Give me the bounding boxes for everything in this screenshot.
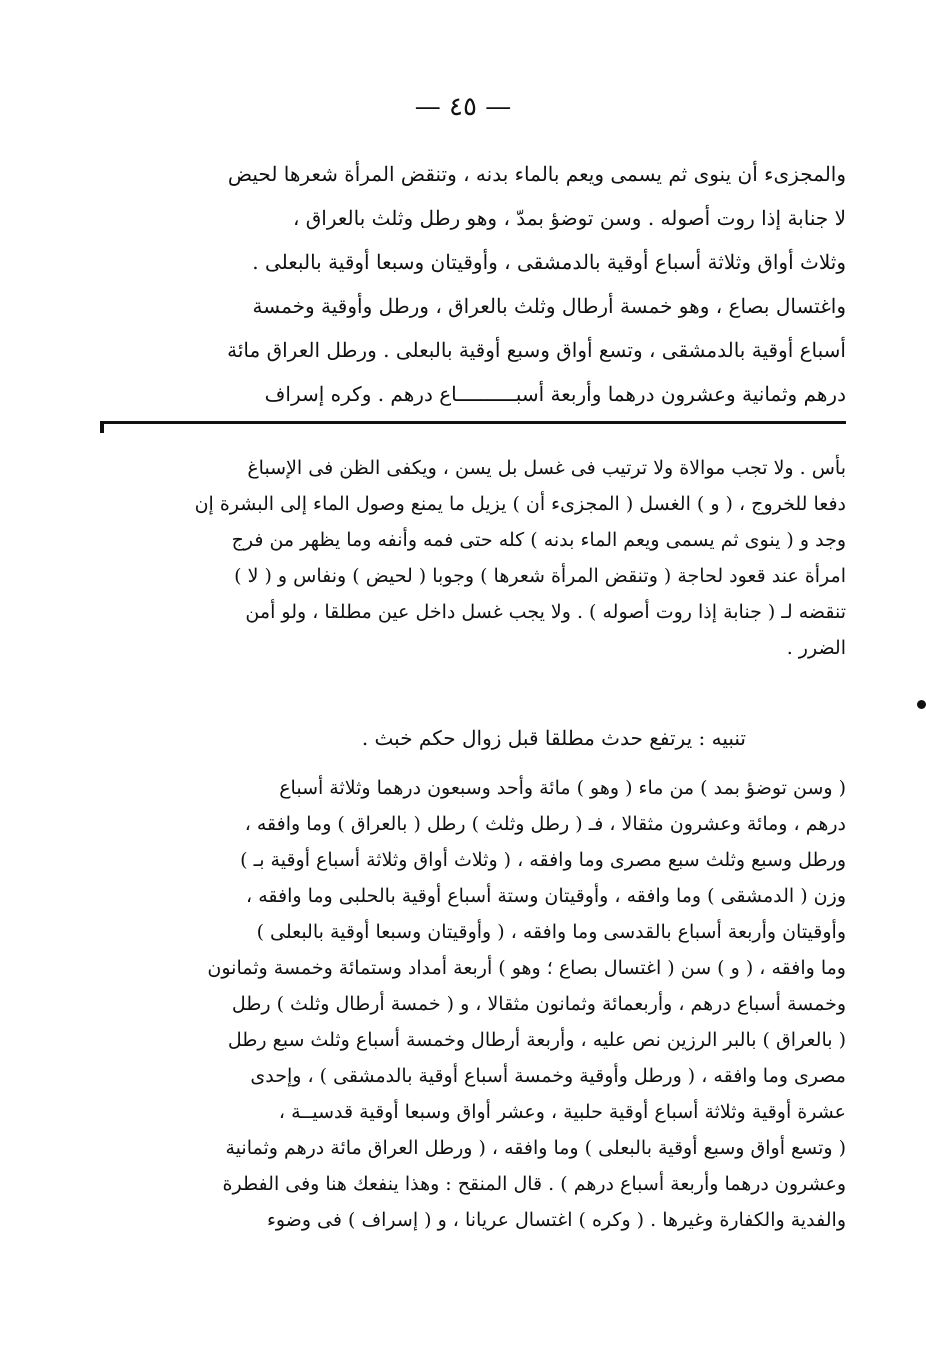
- section-divider: [100, 421, 846, 424]
- body-text-line: ( بالعراق ) بالبر الرزين نص عليه ، وأربعة أرطال وخمسة أسباع وثلث سبع رطل: [227, 1029, 846, 1051]
- margin-mark: [917, 700, 926, 709]
- body-text-line: درهم ، ومائة وعشرون مثقالا ، فـ ( رطل وثلث ) رطل ( بالعراق ) وما وافقه ،: [244, 813, 846, 835]
- commentary-line: امرأة عند قعود لحاجة ( وتنقض المرأة شعرها ) وجوبا ( لحيض ) ونفاس و ( لا ): [234, 565, 846, 587]
- commentary-line: تنقضه لـ ( جنابة إذا روت أصوله ) . ولا يجب غسل داخل عين مطلقا ، ولو أمن: [245, 601, 846, 623]
- body-text-line: وزن ( الدمشقى ) وما وافقه ، وأوقيتان وستة أسباع أوقية بالحلبى وما وافقه ،: [246, 885, 846, 907]
- commentary-line: وجد و ( ينوى ثم يسمى ويعم الماء بدنه ) كله حتى فمه وأنفه وما يظهر من فرج: [231, 529, 846, 551]
- commentary-block: [118, 450, 846, 666]
- body-text-line: وعشرون درهما وأربعة أسباع درهم ) . قال المنقح : وهذا ينفعك هنا وفى الفطرة: [222, 1173, 846, 1195]
- body-text-line: وما وافقه ، ( و ) سن ( اغتسال بصاع ؛ وهو ) أربعة أمداد وستمائة وخمسة وثمانون: [207, 957, 846, 979]
- main-text-line: والمجزىء أن ينوى ثم يسمى ويعم بالماء بدنه ، وتنقض المرأة شعرها لحيض: [227, 162, 846, 186]
- main-text-block: [118, 152, 846, 416]
- body-text-line: وخمسة أسباع درهم ، وأربعمائة وثمانون مثقالا ، و ( خمسة أرطال وثلث ) رطل: [231, 993, 846, 1015]
- body-text-block: [118, 770, 846, 1238]
- commentary-line: دفعا للخروج ، ( و ) الغسل ( المجزىء أن ) يزيل ما يمنع وصول الماء إلى البشرة إن: [194, 493, 846, 515]
- body-text-line: وأوقيتان وأربعة أسباع بالقدسى وما وافقه ، ( وأوقيتان وسبعا أوقية بالبعلى ): [256, 921, 846, 943]
- commentary-line: الضرر .: [786, 637, 846, 659]
- body-text-line: ( وسن توضؤ بمد ) من ماء ( وهو ) مائة وأحد وسبعون درهما وثلاثة أسباع: [279, 777, 846, 799]
- body-text-line: مصرى وما وافقه ، ( ورطل وأوقية وخمسة أسباع أوقية بالدمشقى ) ، وإحدى: [250, 1065, 846, 1087]
- main-text-line: درهم وثمانية وعشرون درهما وأربعة أسبــــــــــاع درهم . وكره إسراف: [264, 382, 846, 406]
- main-text-line: أسباع أوقية بالدمشقى ، وتسع أواق وسبع أوقية بالبعلى . ورطل العراق مائة: [227, 338, 846, 362]
- page-number: — ٤٥ —: [414, 92, 512, 122]
- body-text-line: والفدية والكفارة وغيرها . ( وكره ) اغتسال عريانا ، و ( إسراف ) فى وضوء: [266, 1209, 846, 1231]
- commentary-line: بأس . ولا تجب موالاة ولا ترتيب فى غسل بل يسن ، ويكفى الظن فى الإسباغ: [247, 457, 846, 479]
- main-text-line: لا جنابة إذا روت أصوله . وسن توضؤ بمدّ ، وهو رطل وثلث بالعراق ،: [292, 206, 846, 230]
- body-text-line: عشرة أوقية وثلاثة أسباع أوقية حلبية ، وعشر أواق وسبعا أوقية قدسيــة ،: [278, 1101, 846, 1123]
- main-text-line: واغتسال بصاع ، وهو خمسة أرطال وثلث بالعراق ، ورطل وأوقية وخمسة: [252, 294, 846, 318]
- body-text-line: ( وتسع أواق وسبع أوقية بالبعلى ) وما وافقه ، ( ورطل العراق مائة درهم وثمانية: [225, 1137, 846, 1159]
- main-text-line: وثلاث أواق وثلاثة أسباع أوقية بالدمشقى ، وأوقيتان وسبعا أوقية بالبعلى .: [252, 250, 846, 274]
- body-text-line: ورطل وسبع وثلث سبع مصرى وما وافقه ، ( وثلاث أواق وثلاثة أسباع أوقية بـ ): [240, 849, 846, 871]
- divider-tick: [100, 421, 104, 433]
- notice-line: تنبيه : يرتفع حدث مطلقا قبل زوال حكم خبث .: [361, 726, 746, 750]
